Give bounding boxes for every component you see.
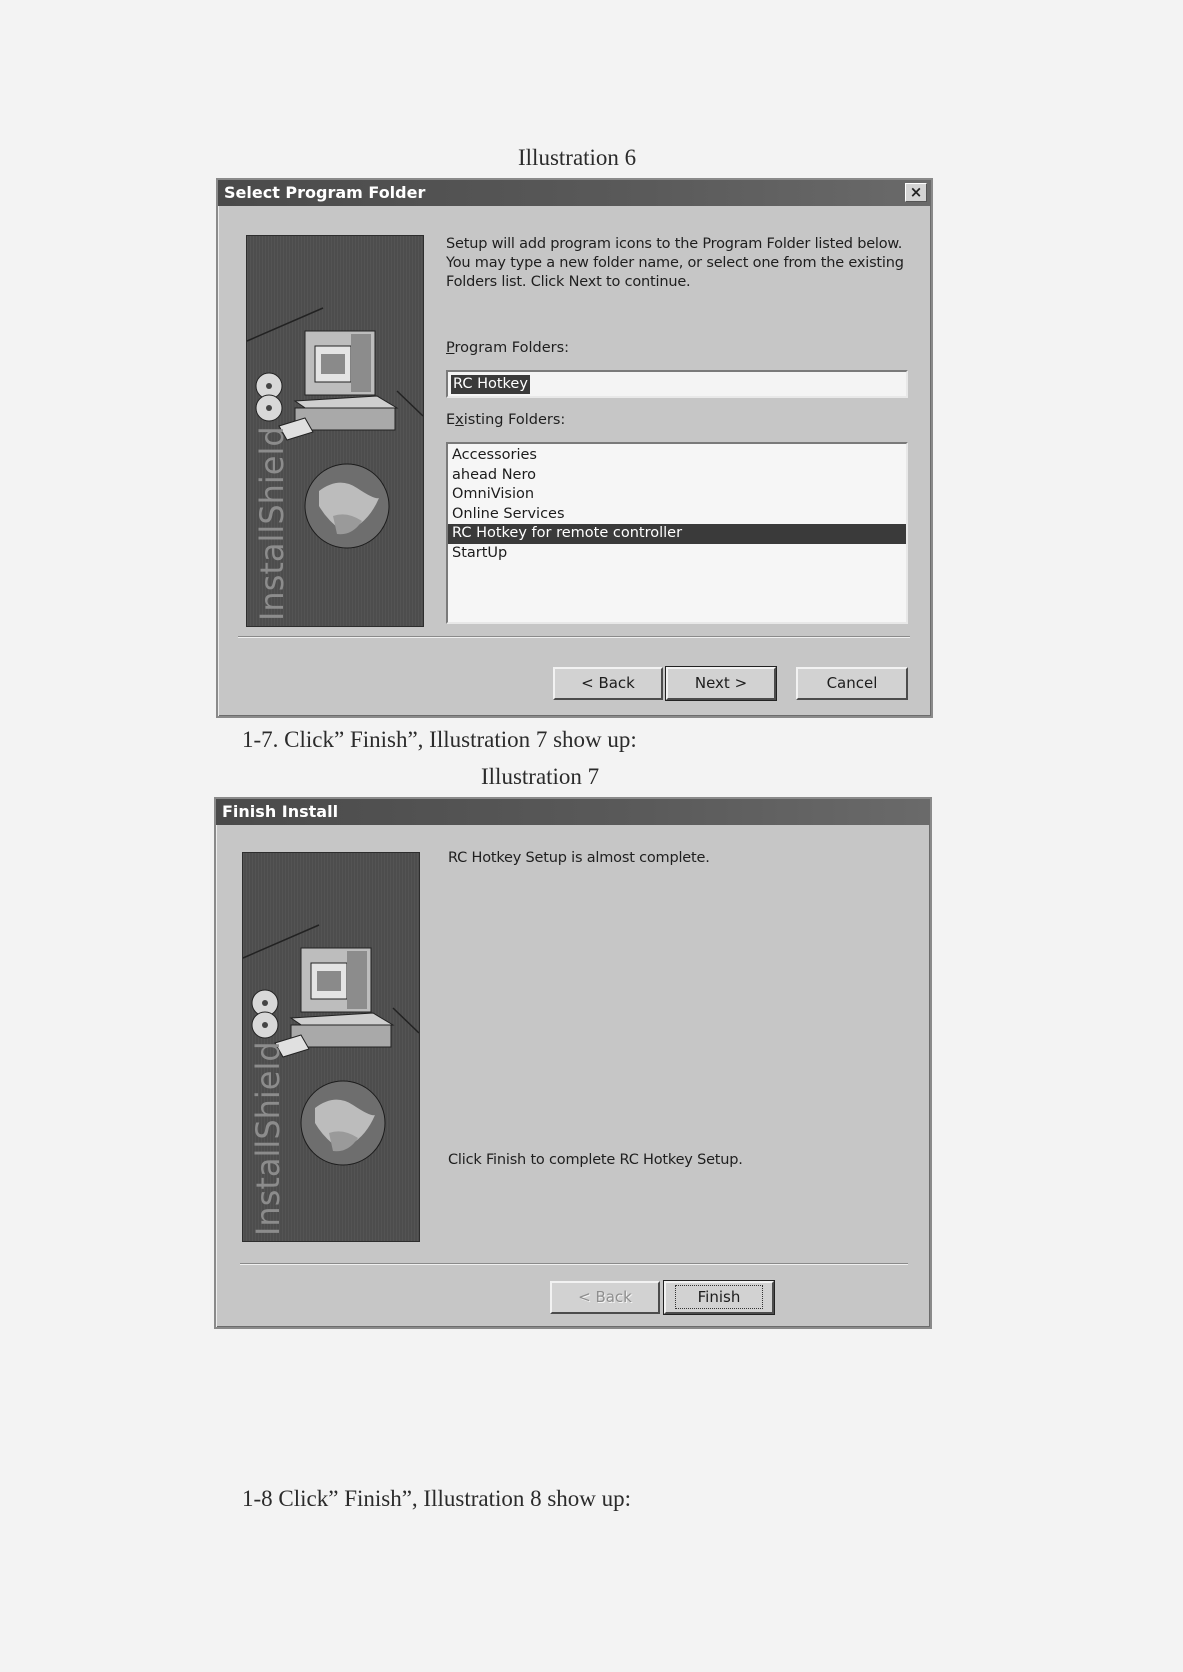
dialog-title: Finish Install: [222, 802, 339, 821]
computer-globe-illustration: [243, 853, 419, 1241]
list-item[interactable]: Accessories: [452, 447, 537, 463]
dialog-titlebar: [216, 799, 930, 825]
step-1-8-text: 1-8 Click” Finish”, Illustration 8 show up:: [242, 1486, 632, 1511]
back-button[interactable]: < Back: [550, 1281, 660, 1314]
existing-folders-list[interactable]: [446, 442, 908, 624]
close-icon[interactable]: ×: [905, 183, 927, 202]
button-divider: [240, 1263, 908, 1265]
existing-folders-label: Existing Folders:: [446, 412, 566, 428]
list-item[interactable]: OmniVision: [452, 486, 535, 502]
list-item[interactable]: ahead Nero: [452, 466, 536, 483]
select-program-folder-dialog: [216, 178, 933, 718]
dialog-title: Select Program Folder: [224, 183, 426, 202]
list-item[interactable]: StartUp: [452, 544, 508, 561]
list-item-selected[interactable]: RC Hotkey for remote controller: [448, 524, 906, 544]
button-divider: [238, 636, 910, 638]
finish-install-dialog: [214, 797, 932, 1329]
illustration-6-caption: Illustration 6: [518, 145, 637, 170]
computer-globe-illustration: [247, 236, 423, 626]
cancel-button[interactable]: Cancel: [796, 667, 908, 700]
finish-button-label: Finish: [675, 1285, 764, 1309]
step-1-7-text: 1-7. Click” Finish”, Illustration 7 show up:: [242, 727, 637, 752]
program-folder-value: RC Hotkey: [453, 376, 528, 392]
installshield-logo-text: InstallShield: [249, 1041, 287, 1236]
finish-button[interactable]: [664, 1281, 774, 1314]
program-folder-input[interactable]: [446, 370, 908, 398]
program-folders-label: Program Folders:: [446, 340, 570, 356]
installshield-banner: [246, 235, 424, 627]
dialog-titlebar: [218, 180, 931, 206]
back-button[interactable]: < Back: [553, 667, 663, 700]
installshield-banner: [242, 852, 420, 1242]
click-finish-text: Click Finish to complete RC Hotkey Setup.: [448, 1152, 743, 1168]
list-item[interactable]: Online Services: [452, 505, 565, 522]
illustration-7-caption: Illustration 7: [481, 764, 600, 789]
almost-complete-text: RC Hotkey Setup is almost complete.: [448, 850, 710, 866]
instructions-text: Setup will add program icons to the Program Folder listed below. You may type a new folder name, or select one from the existing Folders list. Click Next to continue.: [446, 236, 904, 290]
installshield-logo-text: InstallShield: [253, 426, 291, 621]
next-button[interactable]: Next >: [666, 667, 776, 700]
